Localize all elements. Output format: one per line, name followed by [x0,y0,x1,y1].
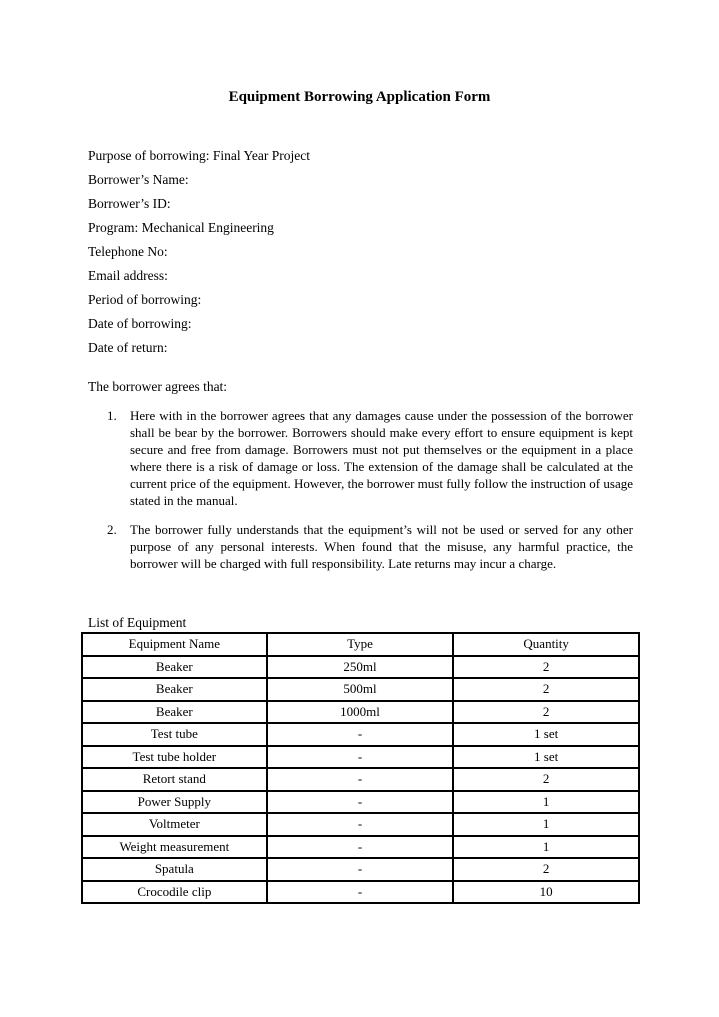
cell-quantity: 1 [453,791,639,814]
table-row [82,678,639,701]
cell-equipment-name: Beaker [82,656,267,679]
equipment-list-title: List of Equipment [88,615,187,630]
term-number: 1. [107,408,117,423]
table-row [82,656,639,679]
table-row [82,791,639,814]
table-row [82,723,639,746]
table-row [82,813,639,836]
field-borrower-name: Borrower’s Name: [88,172,189,187]
table-row [82,701,639,724]
cell-type: - [267,768,454,791]
cell-type: - [267,813,454,836]
cell-quantity: 10 [453,881,639,904]
cell-equipment-name: Voltmeter [82,813,267,836]
field-telephone: Telephone No: [88,244,168,259]
table-row [82,746,639,769]
term-item [88,408,633,509]
cell-type: - [267,858,454,881]
header-type: Type [267,633,454,656]
equipment-table [81,632,640,904]
table-header-row [82,633,639,656]
header-quantity: Quantity [453,633,639,656]
cell-quantity: 1 set [453,746,639,769]
cell-type: 250ml [267,656,454,679]
field-period: Period of borrowing: [88,292,202,307]
term-text: The borrower fully understands that the equipment’s will not be used or served for any other purpose of any personal interests. When found that the misuse, any harmful practice, the borrower will be charged with full responsibility. Late returns may incur a charge. [130,522,633,572]
field-program: Program: Mechanical Engineering [88,220,274,235]
borrower-details [88,146,310,362]
field-email: Email address: [88,268,168,283]
cell-quantity: 1 set [453,723,639,746]
cell-equipment-name: Power Supply [82,791,267,814]
cell-quantity: 2 [453,678,639,701]
field-date-borrowing: Date of borrowing: [88,316,192,331]
cell-type: 500ml [267,678,454,701]
cell-equipment-name: Beaker [82,678,267,701]
cell-type: - [267,723,454,746]
cell-quantity: 2 [453,768,639,791]
cell-equipment-name: Weight measurement [82,836,267,859]
table-row [82,858,639,881]
term-number: 2. [107,522,117,538]
cell-equipment-name: Spatula [82,858,267,881]
agreement-intro: The borrower agrees that: [88,379,228,394]
cell-equipment-name: Test tube [82,723,267,746]
table-row [82,768,639,791]
cell-type: - [267,746,454,769]
cell-equipment-name: Crocodile clip [82,881,267,904]
cell-quantity: 1 [453,813,639,836]
cell-type: - [267,836,454,859]
cell-type: - [267,791,454,814]
cell-type: - [267,881,454,904]
terms-list [88,408,633,573]
field-borrower-id: Borrower’s ID: [88,196,171,211]
table-row [82,836,639,859]
cell-quantity: 2 [453,656,639,679]
cell-quantity: 2 [453,858,639,881]
table-row [82,881,639,904]
form-title: Equipment Borrowing Application Form [228,89,491,105]
header-equipment-name: Equipment Name [82,633,267,656]
term-item [88,522,633,573]
cell-equipment-name: Test tube holder [82,746,267,769]
cell-quantity: 2 [453,701,639,724]
field-purpose: Purpose of borrowing: Final Year Project [88,148,310,163]
field-date-return: Date of return: [88,340,168,355]
cell-equipment-name: Retort stand [82,768,267,791]
term-text: Here with in the borrower agrees that any damages cause under the possession of the borrower shall be bear by the borrower. Borrowers should make every effort to ensure equipment is kept secure and free from damage. Borrowers must not put themselves or the equipment in a place where there is a risk of damage or loss. The extension of the damage shall be calculated at the current price of the equipment. However, the borrower must fully follow the instruction of usage stated in the manual. [130,408,633,508]
cell-type: 1000ml [267,701,454,724]
cell-equipment-name: Beaker [82,701,267,724]
cell-quantity: 1 [453,836,639,859]
